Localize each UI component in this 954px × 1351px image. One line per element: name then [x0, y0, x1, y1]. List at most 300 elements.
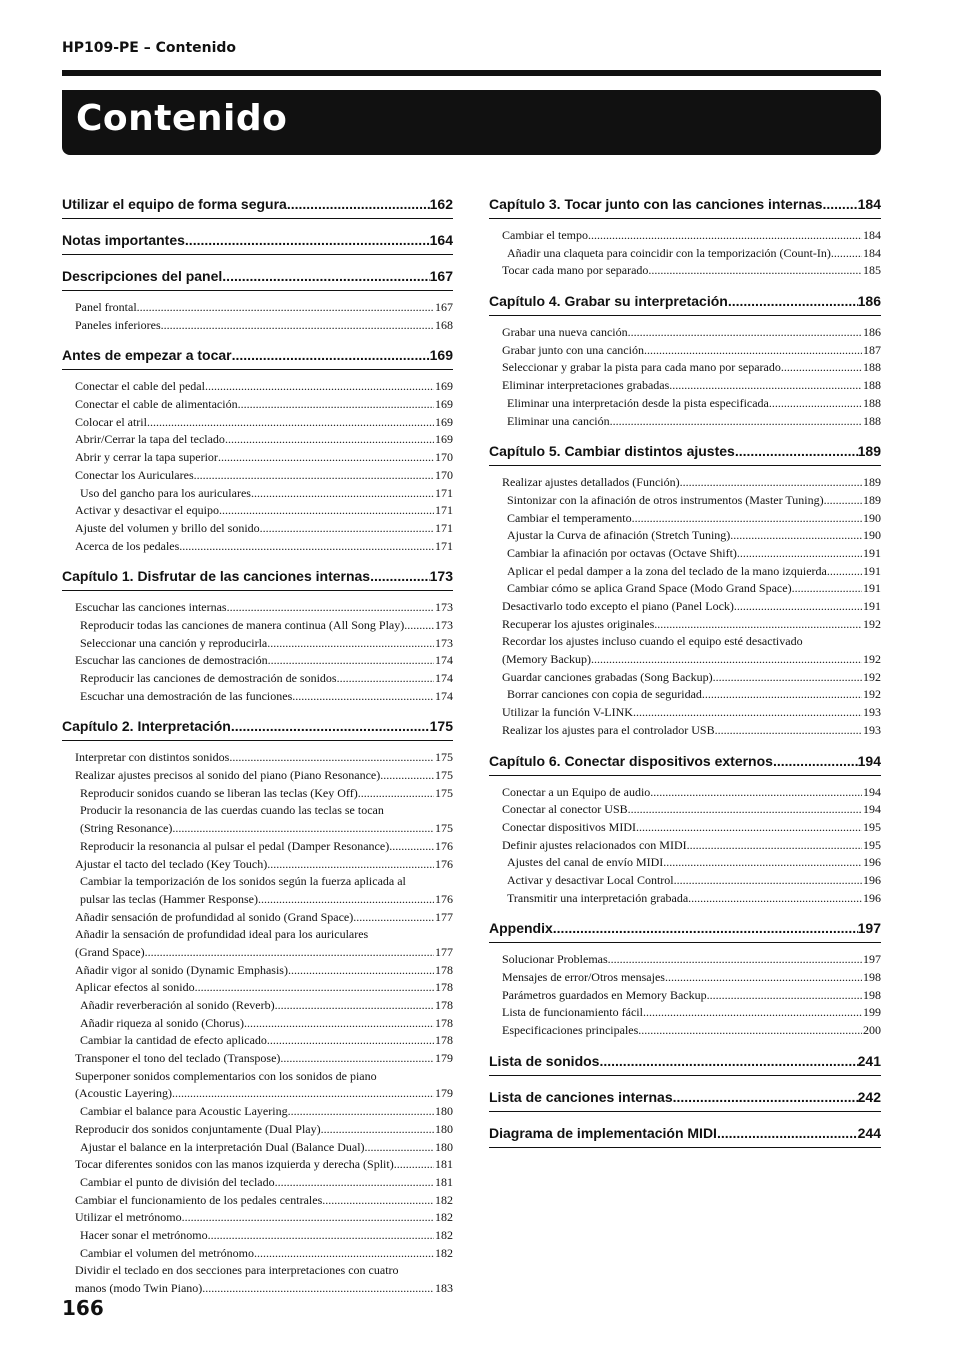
- sub-entry-page: 195: [863, 819, 881, 834]
- sub-entry-title: Conectar dispositivos MIDI: [502, 819, 636, 834]
- sub-entry-title: Abrir/Cerrar la tapa del teclado: [75, 432, 225, 447]
- sub-entry[interactable]: [62, 856, 453, 874]
- chapter-heading: [62, 266, 453, 291]
- sub-entry-title: (Grand Space): [75, 944, 145, 959]
- chapter-entry[interactable]: [489, 1087, 881, 1107]
- sub-entry-page: 176: [435, 856, 453, 871]
- chapter-heading: [489, 1087, 881, 1112]
- page-title: Contenido: [76, 98, 288, 139]
- sub-entry[interactable]: [62, 1156, 453, 1174]
- sub-entry[interactable]: [62, 1032, 453, 1050]
- dot-leader: [404, 617, 434, 635]
- sub-entry[interactable]: [489, 395, 881, 413]
- sub-entry[interactable]: [489, 651, 881, 669]
- page-number: 166: [62, 1296, 104, 1320]
- sub-entry[interactable]: [62, 749, 453, 767]
- chapter-entry[interactable]: [62, 716, 453, 736]
- sub-entry-list: [62, 749, 453, 1297]
- sub-entry[interactable]: [62, 891, 453, 909]
- sub-entry-page: 191: [863, 581, 881, 596]
- dot-leader: [322, 1192, 434, 1210]
- dot-leader: [254, 1245, 434, 1263]
- sub-entry[interactable]: [62, 944, 453, 962]
- sub-entry[interactable]: [489, 686, 881, 704]
- chapter-entry[interactable]: [62, 266, 453, 286]
- sub-entry[interactable]: [62, 1280, 453, 1298]
- sub-entry[interactable]: [62, 820, 453, 838]
- sub-entry[interactable]: [62, 688, 453, 706]
- chapter-entry[interactable]: [489, 1123, 881, 1143]
- chapter-heading: [62, 194, 453, 219]
- dot-leader: [370, 566, 430, 586]
- sub-entry[interactable]: [489, 854, 881, 872]
- sub-entry[interactable]: [489, 890, 881, 908]
- sub-entry-title: Mensajes de error/Otros mensajes: [502, 970, 665, 984]
- sub-entry-page: 178: [435, 1033, 453, 1048]
- sub-entry-title: Añadir riqueza al sonido (Chorus): [80, 1015, 244, 1030]
- dot-leader: [321, 1121, 434, 1139]
- title-banner: [62, 90, 881, 155]
- sub-entry-page: 177: [435, 909, 453, 924]
- sub-entry[interactable]: [62, 396, 453, 414]
- sub-entry[interactable]: [62, 1015, 453, 1033]
- dot-leader: [218, 449, 434, 467]
- sub-entry-title: Tocar diferentes sonidos con las manos izquierda y derecha (Split): [75, 1157, 394, 1172]
- sub-entry-title: Recuperar los ajustes originales: [502, 616, 655, 631]
- sub-entry-page: 174: [435, 671, 453, 685]
- chapter-entry-title: Capítulo 4. Grabar su interpretación: [489, 293, 728, 310]
- sub-entry-title: Colocar el atril: [75, 414, 147, 429]
- sub-entry[interactable]: [489, 819, 881, 837]
- dot-leader: [219, 502, 434, 520]
- sub-entry[interactable]: [62, 838, 453, 856]
- sub-entry[interactable]: [62, 520, 453, 538]
- sub-entry-page: 182: [435, 1192, 453, 1207]
- sub-entry-title: Conectar al conector USB: [502, 802, 628, 817]
- sub-entry[interactable]: [62, 599, 453, 617]
- chapter-entry[interactable]: [489, 751, 881, 771]
- sub-entry-title: (String Resonance): [80, 821, 173, 836]
- sub-entry-title: pulsar las teclas (Hammer Response): [80, 891, 258, 906]
- sub-entry-title: Ajuste del volumen y brillo del sonido: [75, 520, 260, 535]
- chapter-entry[interactable]: [62, 566, 453, 586]
- sub-entry-title: Añadir una claqueta para coincidir con la temporización (Count-In): [507, 245, 831, 260]
- dot-leader: [380, 767, 434, 785]
- chapter-entry-title: Antes de empezar a tocar: [62, 347, 232, 364]
- sub-entry[interactable]: [489, 245, 881, 263]
- dot-leader: [644, 342, 862, 360]
- sub-entry[interactable]: [489, 704, 881, 722]
- dot-leader: [608, 951, 862, 969]
- sub-entry[interactable]: [489, 324, 881, 342]
- dot-leader: [231, 716, 430, 736]
- chapter-entry-title: Notas importantes: [62, 232, 185, 248]
- sub-entry-title: Aplicar efectos al sonido: [75, 980, 195, 995]
- sub-entry-title: Seleccionar y grabar la pista para cada mano por separado: [502, 360, 781, 375]
- sub-entry[interactable]: [62, 1245, 453, 1263]
- sub-entry-page: 198: [863, 970, 881, 984]
- sub-entry[interactable]: [62, 767, 453, 785]
- dot-leader: [677, 1087, 858, 1107]
- dot-leader: [713, 669, 862, 687]
- chapter-heading: [489, 751, 881, 776]
- chapter-entry-page: 189: [857, 443, 881, 460]
- chapter-entry-title: Descripciones del panel: [62, 268, 223, 284]
- sub-entry-title: Grabar junto con una canción: [502, 342, 644, 357]
- sub-entry[interactable]: [489, 545, 881, 563]
- sub-entry-page: 171: [435, 538, 453, 553]
- sub-entry-page: 178: [435, 980, 453, 995]
- sub-entry-first-line[interactable]: Dividir el teclado en dos secciones para interpretaciones con cuatro: [75, 1263, 399, 1278]
- dot-leader: [227, 599, 434, 617]
- sub-entry[interactable]: [489, 342, 881, 360]
- sub-entry[interactable]: [489, 527, 881, 545]
- sub-entry-page: 183: [435, 1281, 453, 1295]
- sub-entry-first-line[interactable]: Superponer sonidos complementarios con los sonidos de piano: [75, 1068, 377, 1083]
- chapter-entry-title: Lista de canciones internas.: [489, 1088, 677, 1105]
- sub-entry[interactable]: [62, 1050, 453, 1068]
- dot-leader: [827, 563, 862, 581]
- sub-entry-page: 197: [863, 952, 881, 967]
- sub-entry-title: Ajustar el balance en la interpretación Dual (Balance Dual): [80, 1139, 365, 1154]
- sub-entry-page: 171: [435, 503, 453, 518]
- dot-leader: [773, 751, 858, 771]
- sub-entry-title: Cambiar el punto de división del teclado: [80, 1174, 275, 1189]
- dot-leader: [222, 266, 429, 286]
- chapter-entry-title: Capítulo 5. Cambiar distintos ajustes: [489, 443, 735, 460]
- dot-leader: [267, 856, 434, 874]
- dot-leader: [208, 1227, 434, 1245]
- sub-entry[interactable]: [62, 635, 453, 653]
- chapter-entry-title: Capítulo 2. Interpretación: [62, 718, 231, 735]
- sub-entry-list: [62, 299, 453, 334]
- toc-section: [62, 566, 453, 705]
- sub-entry-title: Sintonizar con la afinación de otros instrumentos (Master Tuning): [507, 492, 824, 507]
- sub-entry[interactable]: [62, 467, 453, 485]
- sub-entry-title: Reproducir sonidos cuando se liberan las teclas (Key Off): [80, 785, 358, 800]
- sub-entry-page: 187: [863, 342, 881, 357]
- dot-leader: [194, 467, 434, 485]
- sub-entry-title: Activar y desactivar el equipo: [75, 503, 219, 518]
- sub-entry-title: Definir ajustes relacionados con MIDI: [502, 837, 687, 852]
- chapter-entry[interactable]: [62, 230, 453, 250]
- chapter-entry[interactable]: [489, 194, 881, 214]
- dot-leader: [268, 652, 434, 670]
- toc-section: [62, 194, 453, 219]
- sub-entry[interactable]: [62, 1139, 453, 1157]
- sub-entry[interactable]: [62, 414, 453, 432]
- sub-entry-page: 193: [863, 705, 881, 720]
- chapter-entry-page: 162: [429, 196, 453, 212]
- sub-entry-page: 180: [435, 1121, 453, 1136]
- sub-entry[interactable]: [489, 227, 881, 245]
- sub-entry-list: [489, 951, 881, 1039]
- chapter-entry-page: 244: [857, 1124, 881, 1141]
- chapter-entry-title: Capítulo 6. Conectar dispositivos externos: [489, 752, 773, 769]
- sub-entry-page: 176: [435, 838, 453, 853]
- dot-leader: [599, 1051, 857, 1071]
- chapter-heading: [62, 566, 453, 591]
- dot-leader: [238, 396, 434, 414]
- chapter-heading: [489, 194, 881, 219]
- dot-leader: [137, 299, 434, 317]
- sub-entry[interactable]: [489, 377, 881, 395]
- dot-leader: [680, 474, 862, 492]
- dot-leader: [258, 891, 434, 909]
- dot-leader: [654, 616, 862, 634]
- sub-entry-page: 189: [863, 475, 881, 490]
- sub-entry[interactable]: [489, 784, 881, 802]
- sub-entry[interactable]: [489, 413, 881, 431]
- toc-section: [489, 194, 881, 280]
- dot-leader: [225, 431, 434, 449]
- sub-entry-title: Ajustar la Curva de afinación (Stretch Tuning): [507, 528, 731, 543]
- sub-entry-page: 188: [863, 395, 881, 410]
- sub-entry[interactable]: [489, 580, 881, 598]
- sub-entry[interactable]: [489, 951, 881, 969]
- toc-section: [62, 716, 453, 1297]
- dot-leader: [822, 194, 857, 214]
- sub-entry-first-line[interactable]: Cambiar la temporización de los sonidos según la fuerza aplicada al: [80, 874, 406, 889]
- dot-leader: [389, 838, 434, 856]
- dot-leader: [628, 324, 862, 342]
- chapter-entry-title: Capítulo 1. Disfrutar de las canciones internas: [62, 568, 371, 585]
- dot-leader: [588, 227, 862, 245]
- sub-entry-page: 171: [435, 485, 453, 500]
- sub-entry-page: 188: [863, 413, 881, 428]
- sub-entry-first-line[interactable]: Producir la resonancia de las cuerdas cuando las teclas se tocan: [80, 803, 384, 818]
- sub-entry[interactable]: [62, 299, 453, 317]
- sub-entry[interactable]: [489, 987, 881, 1005]
- sub-entry-page: 188: [863, 360, 881, 375]
- sub-entry-page: 190: [863, 528, 881, 543]
- sub-entry[interactable]: [62, 502, 453, 520]
- sub-entry-title: Añadir reverberación al sonido (Reverb): [80, 998, 275, 1012]
- chapter-entry[interactable]: [489, 441, 881, 461]
- sub-entry[interactable]: [62, 1174, 453, 1192]
- sub-entry[interactable]: [62, 997, 453, 1015]
- sub-entry-page: 191: [863, 545, 881, 560]
- sub-entry-first-line[interactable]: Añadir la sensación de profundidad ideal para los auriculares: [75, 927, 369, 942]
- sub-entry-title: Realizar los ajustes para el controlador USB: [502, 722, 715, 737]
- sub-entry-page: 192: [863, 687, 881, 702]
- chapter-heading: [489, 1051, 881, 1076]
- sub-entry[interactable]: [62, 431, 453, 449]
- toc-section: [489, 441, 881, 739]
- toc-left-column: [62, 194, 453, 1309]
- chapter-entry-page: 167: [429, 268, 453, 284]
- sub-entry-page: 180: [435, 1104, 453, 1119]
- sub-entry-title: Escuchar las canciones internas: [75, 600, 227, 615]
- chapter-heading: [62, 716, 453, 741]
- dot-leader: [288, 962, 434, 980]
- sub-entry[interactable]: [62, 979, 453, 997]
- chapter-entry[interactable]: [62, 194, 453, 214]
- sub-entry-title: Cambiar la cantidad de efecto aplicado: [80, 1033, 267, 1048]
- sub-entry-title: Especificaciones principales: [502, 1023, 639, 1038]
- sub-entry-first-line[interactable]: Recordar los ajustes incluso cuando el equipo esté desactivado: [502, 634, 803, 649]
- sub-entry-list: [62, 378, 453, 555]
- sub-entry-page: 177: [435, 944, 453, 959]
- dot-leader: [337, 670, 434, 688]
- sub-entry-title: Conectar los Auriculares: [75, 467, 194, 482]
- dot-leader: [275, 1174, 434, 1192]
- dot-leader: [663, 854, 862, 872]
- sub-entry[interactable]: [489, 722, 881, 740]
- sub-entry-page: 182: [435, 1245, 453, 1260]
- toc-section: [489, 1087, 881, 1112]
- sub-entry-page: 189: [863, 492, 881, 507]
- sub-entry[interactable]: [62, 1209, 453, 1227]
- chapter-entry-title: Capítulo 3. Tocar junto con las canciones internas: [489, 196, 823, 212]
- sub-entry[interactable]: [489, 837, 881, 855]
- sub-entry-page: 168: [435, 317, 453, 332]
- dot-leader: [688, 890, 862, 908]
- sub-entry-page: 181: [435, 1174, 453, 1189]
- sub-entry-title: Paneles inferiores: [75, 317, 161, 332]
- sub-entry[interactable]: [62, 617, 453, 635]
- dot-leader: [687, 837, 862, 855]
- sub-entry-title: Ajustes del canal de envío MIDI: [507, 855, 664, 870]
- sub-entry-page: 179: [435, 1086, 453, 1101]
- sub-entry[interactable]: [62, 1121, 453, 1139]
- sub-entry[interactable]: [489, 262, 881, 280]
- sub-entry[interactable]: [489, 563, 881, 581]
- sub-entry[interactable]: [62, 1103, 453, 1121]
- sub-entry[interactable]: [489, 598, 881, 616]
- chapter-entry-title: Utilizar el equipo de forma segura: [62, 196, 287, 212]
- dot-leader: [288, 1103, 434, 1121]
- sub-entry-page: 191: [863, 599, 881, 613]
- sub-entry-list: [62, 599, 453, 705]
- sub-entry-title: Cambiar el tempo: [502, 228, 588, 242]
- sub-entry[interactable]: [62, 485, 453, 503]
- dot-leader: [769, 395, 862, 413]
- sub-entry-page: 179: [435, 1051, 453, 1066]
- dot-leader: [737, 545, 862, 563]
- sub-entry[interactable]: [62, 378, 453, 396]
- sub-entry-page: 178: [435, 1015, 453, 1030]
- chapter-entry-title: Diagrama de implementación MIDI: [489, 1124, 717, 1141]
- sub-entry-page: 175: [435, 785, 453, 800]
- sub-entry-title: Añadir vigor al sonido (Dynamic Emphasis): [75, 962, 288, 977]
- dot-leader: [643, 1004, 862, 1022]
- sub-entry[interactable]: [489, 669, 881, 687]
- sub-entry-page: 198: [863, 987, 881, 1002]
- sub-entry-title: Acerca de los pedales: [75, 538, 180, 553]
- sub-entry-page: 182: [435, 1210, 453, 1225]
- chapter-entry[interactable]: [489, 1051, 881, 1071]
- sub-entry[interactable]: [489, 1004, 881, 1022]
- sub-entry-title: Guardar canciones grabadas (Song Backup): [502, 669, 713, 684]
- sub-entry[interactable]: [489, 1022, 881, 1040]
- sub-entry-page: 174: [435, 653, 453, 668]
- dot-leader: [161, 317, 434, 335]
- sub-entry-title: Utilizar el metrónomo: [75, 1210, 182, 1225]
- toc-right-column: [489, 194, 881, 1159]
- sub-entry-page: 196: [863, 872, 881, 887]
- sub-entry[interactable]: [489, 474, 881, 492]
- chapter-heading: [489, 291, 881, 316]
- sub-entry-title: Cambiar cómo se aplica Grand Space (Modo Grand Space): [507, 581, 792, 596]
- dot-leader: [267, 1032, 434, 1050]
- chapter-entry[interactable]: [489, 918, 881, 938]
- dot-leader: [730, 527, 862, 545]
- chapter-entry-page: 164: [429, 232, 453, 248]
- sub-entry-list: [489, 784, 881, 908]
- sub-entry-title: Utilizar la función V-LINK: [502, 705, 633, 720]
- sub-entry[interactable]: [489, 359, 881, 377]
- sub-entry-title: Panel frontal: [75, 300, 137, 314]
- sub-entry[interactable]: [62, 317, 453, 335]
- sub-entry-title: (Acoustic Layering): [75, 1086, 172, 1101]
- chapter-entry[interactable]: [62, 345, 453, 365]
- dot-leader: [267, 635, 434, 653]
- dot-leader: [275, 997, 434, 1015]
- sub-entry[interactable]: [62, 538, 453, 556]
- dot-leader: [824, 492, 862, 510]
- dot-leader: [260, 520, 434, 538]
- dot-leader: [707, 987, 862, 1005]
- dot-leader: [781, 359, 862, 377]
- sub-entry[interactable]: [489, 616, 881, 634]
- sub-entry[interactable]: [62, 449, 453, 467]
- sub-entry[interactable]: [489, 969, 881, 987]
- toc-section: [62, 345, 453, 555]
- dot-leader: [638, 1022, 862, 1040]
- sub-entry[interactable]: [489, 872, 881, 890]
- sub-entry-page: 184: [863, 228, 881, 242]
- chapter-heading: [489, 918, 881, 943]
- chapter-heading: [489, 1123, 881, 1148]
- sub-entry[interactable]: [62, 909, 453, 927]
- sub-entry[interactable]: [62, 652, 453, 670]
- chapter-entry-page: 241: [857, 1052, 881, 1069]
- sub-entry[interactable]: [489, 492, 881, 510]
- sub-entry-title: Cambiar la afinación por octavas (Octave Shift): [507, 545, 737, 560]
- sub-entry-page: 169: [435, 432, 453, 447]
- sub-entry[interactable]: [489, 510, 881, 528]
- sub-entry-title: Desactivarlo todo excepto el piano (Panel Lock): [502, 599, 734, 613]
- dot-leader: [287, 194, 430, 214]
- sub-entry[interactable]: [62, 670, 453, 688]
- sub-entry-title: Conectar a un Equipo de audio: [502, 784, 651, 799]
- sub-entry[interactable]: [62, 785, 453, 803]
- sub-entry[interactable]: [489, 801, 881, 819]
- sub-entry-title: Escuchar las canciones de demostración: [75, 653, 268, 668]
- chapter-entry-page: 175: [429, 718, 453, 735]
- sub-entry-list: [489, 324, 881, 430]
- dot-leader: [358, 785, 434, 803]
- chapter-entry-page: 242: [857, 1088, 881, 1105]
- sub-entry-page: 195: [863, 837, 881, 852]
- sub-entry-title: manos (modo Twin Piano): [75, 1281, 203, 1295]
- chapter-entry-title: Appendix: [489, 920, 553, 937]
- dot-leader: [650, 784, 862, 802]
- sub-entry-page: 199: [863, 1005, 881, 1020]
- sub-entry[interactable]: [62, 962, 453, 980]
- dot-leader: [185, 230, 430, 250]
- sub-entry[interactable]: [62, 1227, 453, 1245]
- sub-entry[interactable]: [62, 1192, 453, 1210]
- sub-entry-page: 192: [863, 616, 881, 631]
- dot-leader: [628, 801, 862, 819]
- sub-entry[interactable]: [62, 1085, 453, 1103]
- toc-section: [489, 918, 881, 1039]
- chapter-entry[interactable]: [489, 291, 881, 311]
- sub-entry-title: Tocar cada mano por separado: [502, 263, 649, 278]
- sub-entry-page: 196: [863, 855, 881, 870]
